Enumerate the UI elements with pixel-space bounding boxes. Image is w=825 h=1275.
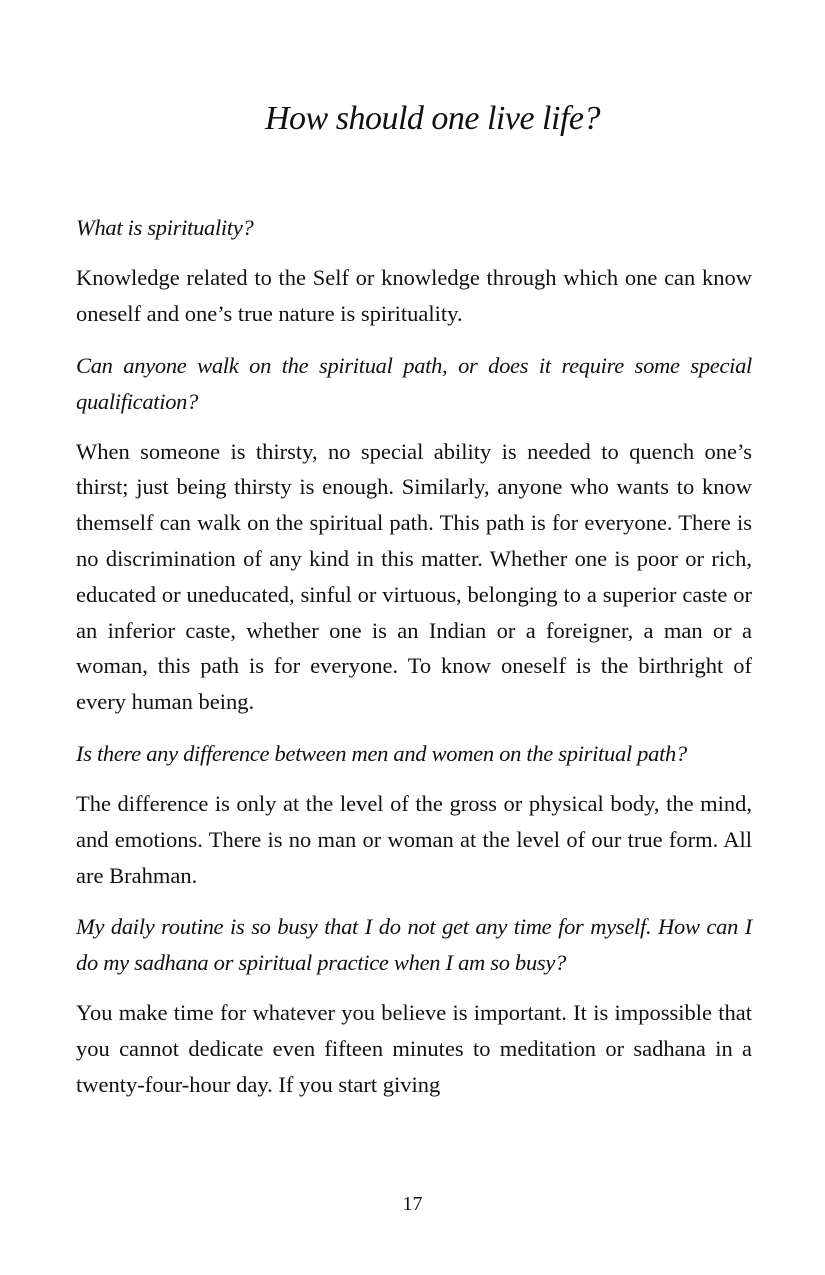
answer-1: Knowledge related to the Self or knowledge through which one can know oneself and one’s true nature is spirituality. <box>76 265 752 326</box>
question-3: Is there any difference between men and women on the spiritual path? <box>76 740 687 766</box>
chapter-title: How should one live life? <box>264 100 600 137</box>
question-1: What is spirituality? <box>76 215 254 240</box>
question-4: My daily routine is so busy that I do not get any time for myself. How can I do my sadhana or spiritual practice when I am so busy? <box>76 914 752 976</box>
answer-2: When someone is thirsty, no special ability is needed to quench one’s thirst; just being thirsty is enough. Similarly, anyone who wants to know themself can walk on the spiritual path. This path is for everyone. There is no discrimination of any kind in this matter. Whether one is poor or rich, educated or uneducated, sinful or virtuous, belonging to a superior caste or an inferior caste, whether one is an Indian or a foreigner, a man or a woman, this path is for everyone. To know oneself is the birthright of every human being. <box>76 438 752 715</box>
page-number: 17 <box>402 1193 423 1215</box>
question-2: Can anyone walk on the spiritual path, or does it require some special qualification? <box>76 352 752 414</box>
page-body <box>76 210 752 1119</box>
answer-3: The difference is only at the level of the gross or physical body, the mind, and emotions. There is no man or woman at the level of our true form. All are Brahman. <box>76 790 752 888</box>
answer-4: You make time for whatever you believe is important. It is impossible that you cannot dedicate even fifteen minutes to meditation or sadhana in a twenty-four-hour day. If you start giving <box>76 1000 752 1097</box>
